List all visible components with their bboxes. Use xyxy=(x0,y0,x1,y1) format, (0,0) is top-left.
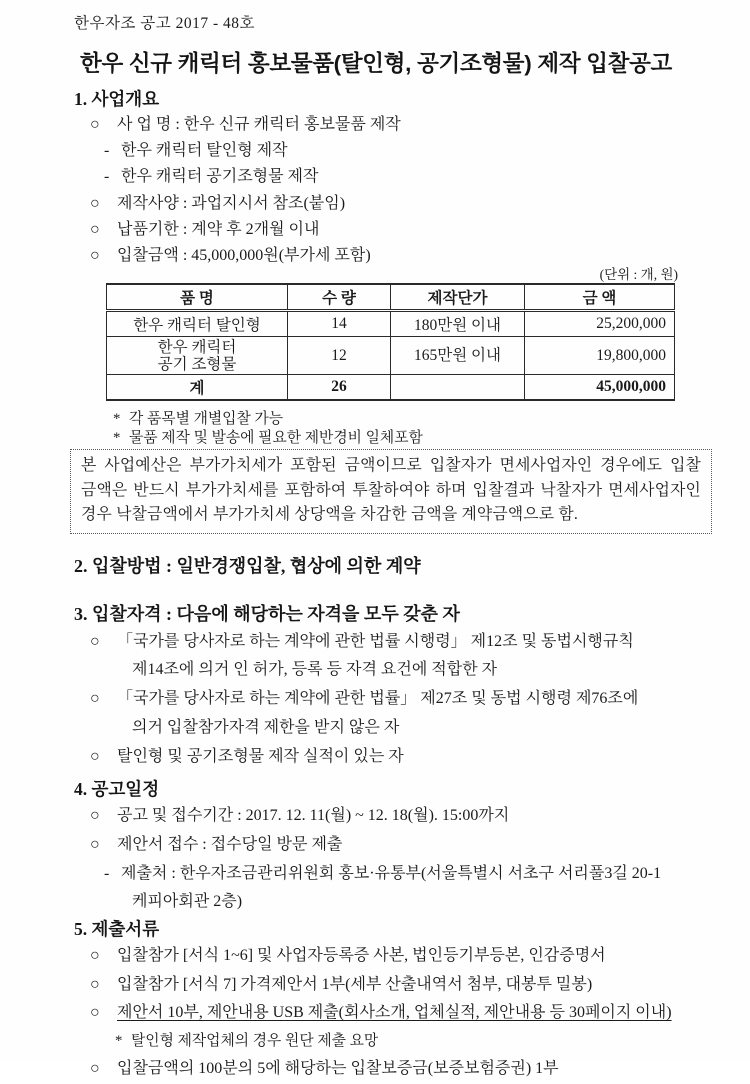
doc-number: 한우자조 공고 2017 - 48호 xyxy=(74,15,255,32)
dash-bullet: - xyxy=(104,142,110,160)
list-item xyxy=(74,628,712,657)
list-item-text: 입찰참가 [서식 1~6] 및 사업자등록증 사본, 법인등기부등본, 인감증명서 xyxy=(117,947,606,965)
list-item-text: 의거 입찰참가자격 제한을 받지 않은 자 xyxy=(132,718,400,736)
section-4-heading: 4. 공고일정 xyxy=(74,779,160,800)
cell-unit-price: 180만원 이내 xyxy=(391,311,525,337)
list-item-text: 납품기한 : 계약 후 2개월 이내 xyxy=(117,220,320,238)
cell-amount: 19,800,000 xyxy=(525,337,675,375)
list-item-text: 제14조에 의거 인 허가, 등록 등 자격 요건에 적합한 자 xyxy=(132,661,498,679)
notice-line: 경우 낙찰금액에서 부가가치세 상당액을 차감한 금액을 계약금액으로 함. xyxy=(81,506,578,524)
cell-amount: 25,200,000 xyxy=(525,311,675,337)
table-header-row xyxy=(107,284,675,311)
column-header-name: 품 명 xyxy=(107,284,288,311)
list-item-text: 입찰금액의 100분의 5에 해당하는 입찰보증금(보증보험증권) 1부 xyxy=(117,1060,559,1078)
list-item xyxy=(74,217,712,243)
table-row xyxy=(107,337,675,375)
asterisk-bullet: * xyxy=(113,430,121,447)
list-item-text: 제출처 : 한우자조금관리위원회 홍보·유통부(서울특별시 서초구 서리풀3길 20-1 xyxy=(121,864,662,882)
list-item xyxy=(74,243,712,269)
list-item-text: 한우 캐릭터 탈인형 제작 xyxy=(121,142,288,160)
list-item xyxy=(74,191,712,217)
circle-bullet: ○ xyxy=(90,1060,100,1078)
list-item-continuation xyxy=(74,656,712,685)
list-item-text: 「국가를 당사자로 하는 계약에 관한 법률」 제27조 및 동법 시행령 제76조에 xyxy=(117,690,639,708)
footnote xyxy=(74,410,712,429)
section-3-list xyxy=(74,628,712,772)
asterisk-bullet: * xyxy=(113,411,121,428)
notice-line: 금액은 반드시 부가가치세를 포함하여 투찰하여야 하며 입찰결과 낙찰자가 면세사업자인 xyxy=(81,481,701,499)
footnote-text: 탈인형 제작업체의 경우 원단 제출 요망 xyxy=(131,1033,379,1050)
circle-bullet: ○ xyxy=(90,690,100,708)
cell-qty: 14 xyxy=(288,311,391,337)
list-item-text-underlined: 제안서 10부, 제안내용 USB 제출(회사소개, 업체실적, 제안내용 등 30페이지 이내) xyxy=(117,1004,672,1022)
cell-total-unit-price xyxy=(391,375,525,401)
cell-unit-price: 165만원 이내 xyxy=(391,337,525,375)
list-item xyxy=(74,831,712,860)
column-header-unit-price: 제작단가 xyxy=(391,284,525,311)
circle-bullet: ○ xyxy=(90,1004,100,1022)
circle-bullet: ○ xyxy=(90,194,100,212)
dash-bullet: - xyxy=(104,168,110,186)
footnote xyxy=(74,1028,712,1055)
list-item xyxy=(74,802,712,831)
list-item xyxy=(74,860,712,889)
table-footnotes xyxy=(74,410,712,448)
table-row xyxy=(107,311,675,337)
section-5-heading: 5. 제출서류 xyxy=(74,919,160,940)
page-title: 한우 신규 캐릭터 홍보물품(탈인형, 공기조형물) 제작 입찰공고 xyxy=(80,51,672,76)
cell-total-qty: 26 xyxy=(288,375,391,401)
circle-bullet: ○ xyxy=(90,947,100,965)
table-unit-note: (단위 : 개, 원) xyxy=(599,267,678,283)
list-item-text: 입찰참가 [서식 7] 가격제안서 1부(세부 산출내역서 첨부, 대봉투 밀봉) xyxy=(117,975,593,993)
list-item xyxy=(74,971,712,1000)
column-header-qty: 수 량 xyxy=(288,284,391,311)
section-2-heading: 2. 입찰방법 : 일반경쟁입찰, 협상에 의한 계약 xyxy=(74,555,421,576)
list-item-continuation xyxy=(74,888,712,917)
list-item-text: 공고 및 접수기간 : 2017. 12. 11(월) ~ 12. 18(월). 15:00까지 xyxy=(117,807,510,825)
cell-qty: 12 xyxy=(288,337,391,375)
list-item xyxy=(74,743,712,772)
price-table xyxy=(106,283,675,401)
list-item-text: 「국가를 당사자로 하는 계약에 관한 법률 시행령」 제12조 및 동법시행규칙 xyxy=(117,632,634,650)
circle-bullet: ○ xyxy=(90,116,100,133)
cell-total-label: 계 xyxy=(107,375,288,401)
list-item xyxy=(74,164,712,190)
cell-total-amount: 45,000,000 xyxy=(525,375,675,401)
section-3-heading: 3. 입찰자격 : 다음에 해당하는 자격을 모두 갖춘 자 xyxy=(74,603,460,624)
section-1-list xyxy=(74,112,712,269)
list-item-text: 한우 캐릭터 공기조형물 제작 xyxy=(121,168,319,186)
circle-bullet: ○ xyxy=(90,632,100,650)
section-4-list xyxy=(74,802,712,917)
circle-bullet: ○ xyxy=(90,975,100,993)
list-item-continuation xyxy=(74,714,712,743)
list-item xyxy=(74,999,712,1028)
circle-bullet: ○ xyxy=(90,247,100,265)
notice-line: 본 사업예산은 부가가치세가 포함된 금액이므로 입찰자가 면세사업자인 경우에도 입찰 xyxy=(81,457,701,475)
list-item xyxy=(74,112,712,138)
circle-bullet: ○ xyxy=(90,807,100,825)
footnote-text: 각 품목별 개별입찰 가능 xyxy=(129,411,284,428)
list-item xyxy=(74,138,712,164)
list-item-text: 탈인형 및 공기조형물 제작 실적이 있는 자 xyxy=(117,747,404,765)
footnote xyxy=(74,429,712,448)
footnote-text: 물품 제작 및 발송에 필요한 제반경비 일체포함 xyxy=(129,430,423,447)
circle-bullet: ○ xyxy=(90,747,100,765)
circle-bullet: ○ xyxy=(90,835,100,853)
cell-item-name: 한우 캐릭터 탈인형 xyxy=(107,311,288,337)
list-item xyxy=(74,685,712,714)
section-5-list xyxy=(74,942,712,1084)
asterisk-bullet: * xyxy=(115,1033,123,1050)
list-item-text: 케피아회관 2층) xyxy=(132,893,243,911)
table-total-row xyxy=(107,375,675,401)
column-header-amount: 금 액 xyxy=(525,284,675,311)
list-item-text: 제안서 접수 : 접수당일 방문 제출 xyxy=(117,835,343,853)
list-item xyxy=(74,1055,712,1084)
list-item-text: 입찰금액 : 45,000,000원(부가세 포함) xyxy=(117,247,371,265)
list-item xyxy=(74,942,712,971)
section-1-heading: 1. 사업개요 xyxy=(74,89,160,109)
list-item-text: 사 업 명 : 한우 신규 캐릭터 홍보물품 제작 xyxy=(117,116,401,133)
list-item-text: 제작사양 : 과업지시서 참조(붙임) xyxy=(117,194,346,212)
vat-notice-box xyxy=(70,449,712,534)
dash-bullet: - xyxy=(104,864,110,882)
circle-bullet: ○ xyxy=(90,220,100,238)
cell-item-name: 한우 캐릭터 공기 조형물 xyxy=(107,337,288,375)
